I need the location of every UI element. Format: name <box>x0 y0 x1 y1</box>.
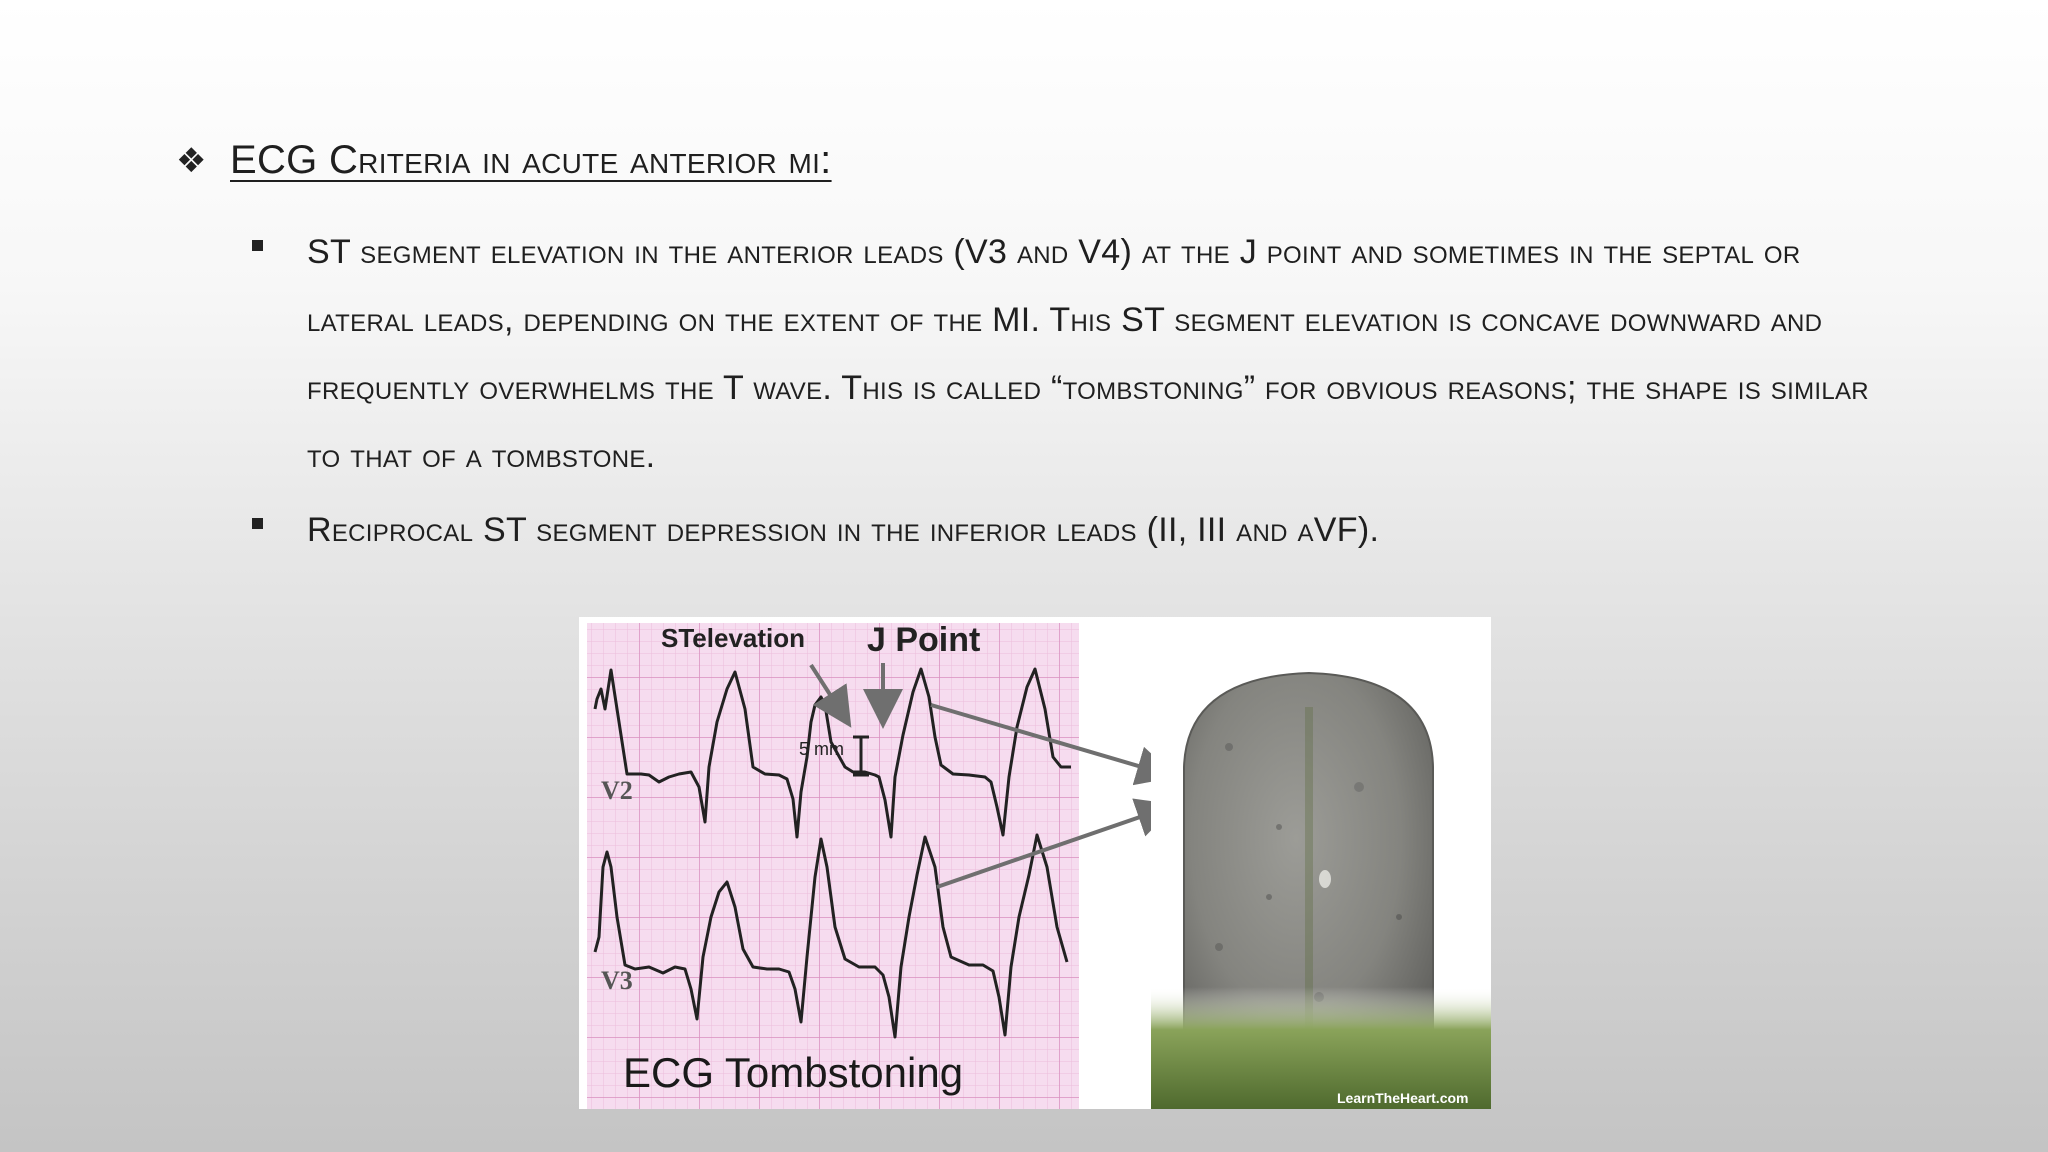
diamond-bullet-icon: ❖ <box>176 140 207 181</box>
figure-svg <box>579 617 1491 1109</box>
lead-v2-label: V2 <box>601 776 633 805</box>
heading-text: ECG Criteria in acute anterior mi: <box>230 138 832 182</box>
bullet-text: ST segment elevation in the anterior leads (V3 and V4) at the J point and sometimes in the septal or lateral leads, depending on the extent of the MI. This ST segment elevation is concave downward and frequently overwhelms the T wave. This is called “tombstoning” for obvious reasons; the shape is similar to that of a tombstone. <box>307 233 1869 475</box>
credit-watermark: LearnTheHeart.com <box>1337 1090 1469 1106</box>
five-mm-label: 5 mm <box>799 739 844 759</box>
square-bullet-icon <box>252 240 263 251</box>
bullet-text: Reciprocal ST segment depression in the inferior leads (II, III and aVF). <box>307 511 1380 549</box>
ecg-tombstone-figure <box>579 617 1491 1109</box>
st-elevation-label: STelevation <box>661 623 806 653</box>
bullet-list <box>252 218 1892 570</box>
j-point-label: J Point <box>867 621 981 659</box>
lead-v3-label: V3 <box>601 966 633 995</box>
figure-caption: ECG Tombstoning <box>623 1049 964 1096</box>
bullet-item <box>252 496 1892 564</box>
slide-heading <box>176 138 832 183</box>
bullet-item <box>252 218 1892 490</box>
stone-spot <box>1319 870 1331 888</box>
square-bullet-icon <box>252 518 263 529</box>
